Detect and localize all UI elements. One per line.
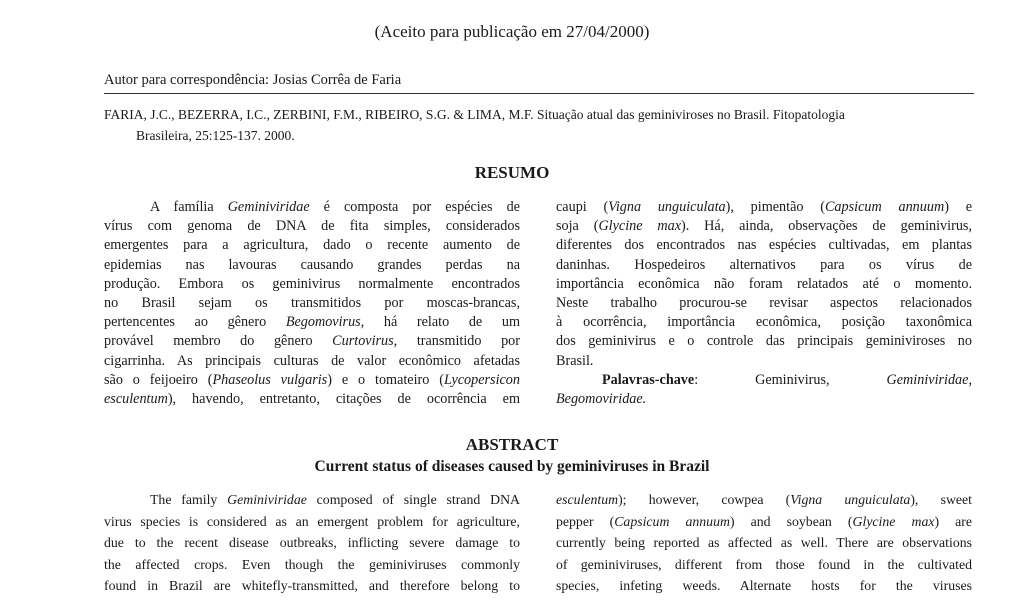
keywords-label: Palavras-chave [602,371,695,388]
citation-line-2: Brasileira, 25:125-137. 2000. [136,128,295,143]
abstract-right-line: currently being reported as affected as well. There are observations [556,535,972,551]
resumo-right-line: Brasil. [556,352,594,369]
resumo-left-line: esculentum), havendo, entretanto, citações de ocorrência em [104,390,520,407]
resumo-left-line: são o feijoeiro (Phaseolus vulgaris) e o tomateiro (Lycopersicon [104,371,520,388]
resumo-right-line: importância econômica não foram relatados até o momento. [556,275,972,292]
abstract-left-column [104,489,520,597]
resumo-right-line: daninhas. Hospedeiros alternativos para os vírus de [556,256,972,273]
resumo-left-line: emergentes para a agricultura, dado o recente aumento de [104,237,520,254]
resumo-left-line: epidemias nas lavouras causando grandes perdas na [104,256,520,273]
keywords-line: Palavras-chave: Geminivirus, Geminiviridae, [602,371,972,388]
abstract-left-line: found in Brazil are whitefly-transmitted, and therefore belong to [104,578,520,594]
resumo-right-line: à ocorrência, importância econômica, posição taxonômica [556,314,972,331]
resumo-left-column [104,198,520,409]
abstract-left-line: the affected crops. Even though the geminiviruses commonly [104,556,520,572]
resumo-left-line: no Brasil sejam os transmitidos por moscas-brancas, [104,294,520,311]
resumo-right-column [556,198,972,409]
abstract-left-line: The family Geminiviridae composed of single strand DNA [150,492,520,507]
keywords-line-2: Begomoviridae. [556,390,647,407]
citation-block [104,104,974,146]
resumo-left-line: cigarrinha. As principais culturas de valor econômico afetadas [104,352,520,369]
abstract-right-line: of geminiviruses, different from those found in the cultivated [556,556,972,572]
abstract-right-column [556,489,972,597]
abstract-right-line: esculentum); however, cowpea (Vigna unguiculata), sweet [556,492,972,507]
resumo-left-line: vírus com genoma de DNA de fita simples, considerados [104,218,520,235]
abstract-left-line: virus species is considered as an emergent problem for agriculture, [104,513,520,529]
accepted-date-note: (Aceito para publicação em 27/04/2000) [374,22,650,41]
abstract-subtitle: Current status of diseases caused by geminiviruses in Brazil [314,458,710,475]
resumo-left-line: A família Geminiviridae é composta por espécies de [150,199,520,215]
abstract-left-line: due to the recent disease outbreaks, inflicting severe damage to [104,535,520,551]
resumo-left-line: pertencentes ao gênero Begomovirus, há relato de um [104,314,520,331]
resumo-right-line: soja (Glycine max). Há, ainda, observações de geminivirus, [556,218,972,235]
citation-line-1: FARIA, J.C., BEZERRA, I.C., ZERBINI, F.M., RIBEIRO, S.G. & LIMA, M.F. Situação atual das geminiviroses no Brasil. Fitopatologia [104,107,845,122]
resumo-right-line: Neste trabalho procurou-se revisar aspectos relacionados [556,294,972,311]
resumo-left-line: produção. Embora os geminivirus normalmente encontrados [104,275,520,292]
corresponding-author: Autor para correspondência: Josias Corrêa de Faria [104,72,402,88]
resumo-heading: RESUMO [474,163,550,182]
abstract-right-line: species, infeting weeds. Alternate hosts for the viruses [556,578,972,594]
resumo-right-line: caupi (Vigna unguiculata), pimentão (Capsicum annuum) e [556,199,972,215]
resumo-right-line: dos geminivirus e o controle das principais geminiviroses no [556,333,972,350]
abstract-heading: ABSTRACT [465,435,559,454]
abstract-right-line: pepper (Capsicum annuum) and soybean (Glycine max) are [556,513,972,529]
resumo-right-line: diferentes dos encontrados nas espécies cultivadas, em plantas [556,237,972,254]
resumo-left-line: provável membro do gênero Curtovirus, transmitido por [104,333,520,350]
divider-rule [104,93,974,94]
